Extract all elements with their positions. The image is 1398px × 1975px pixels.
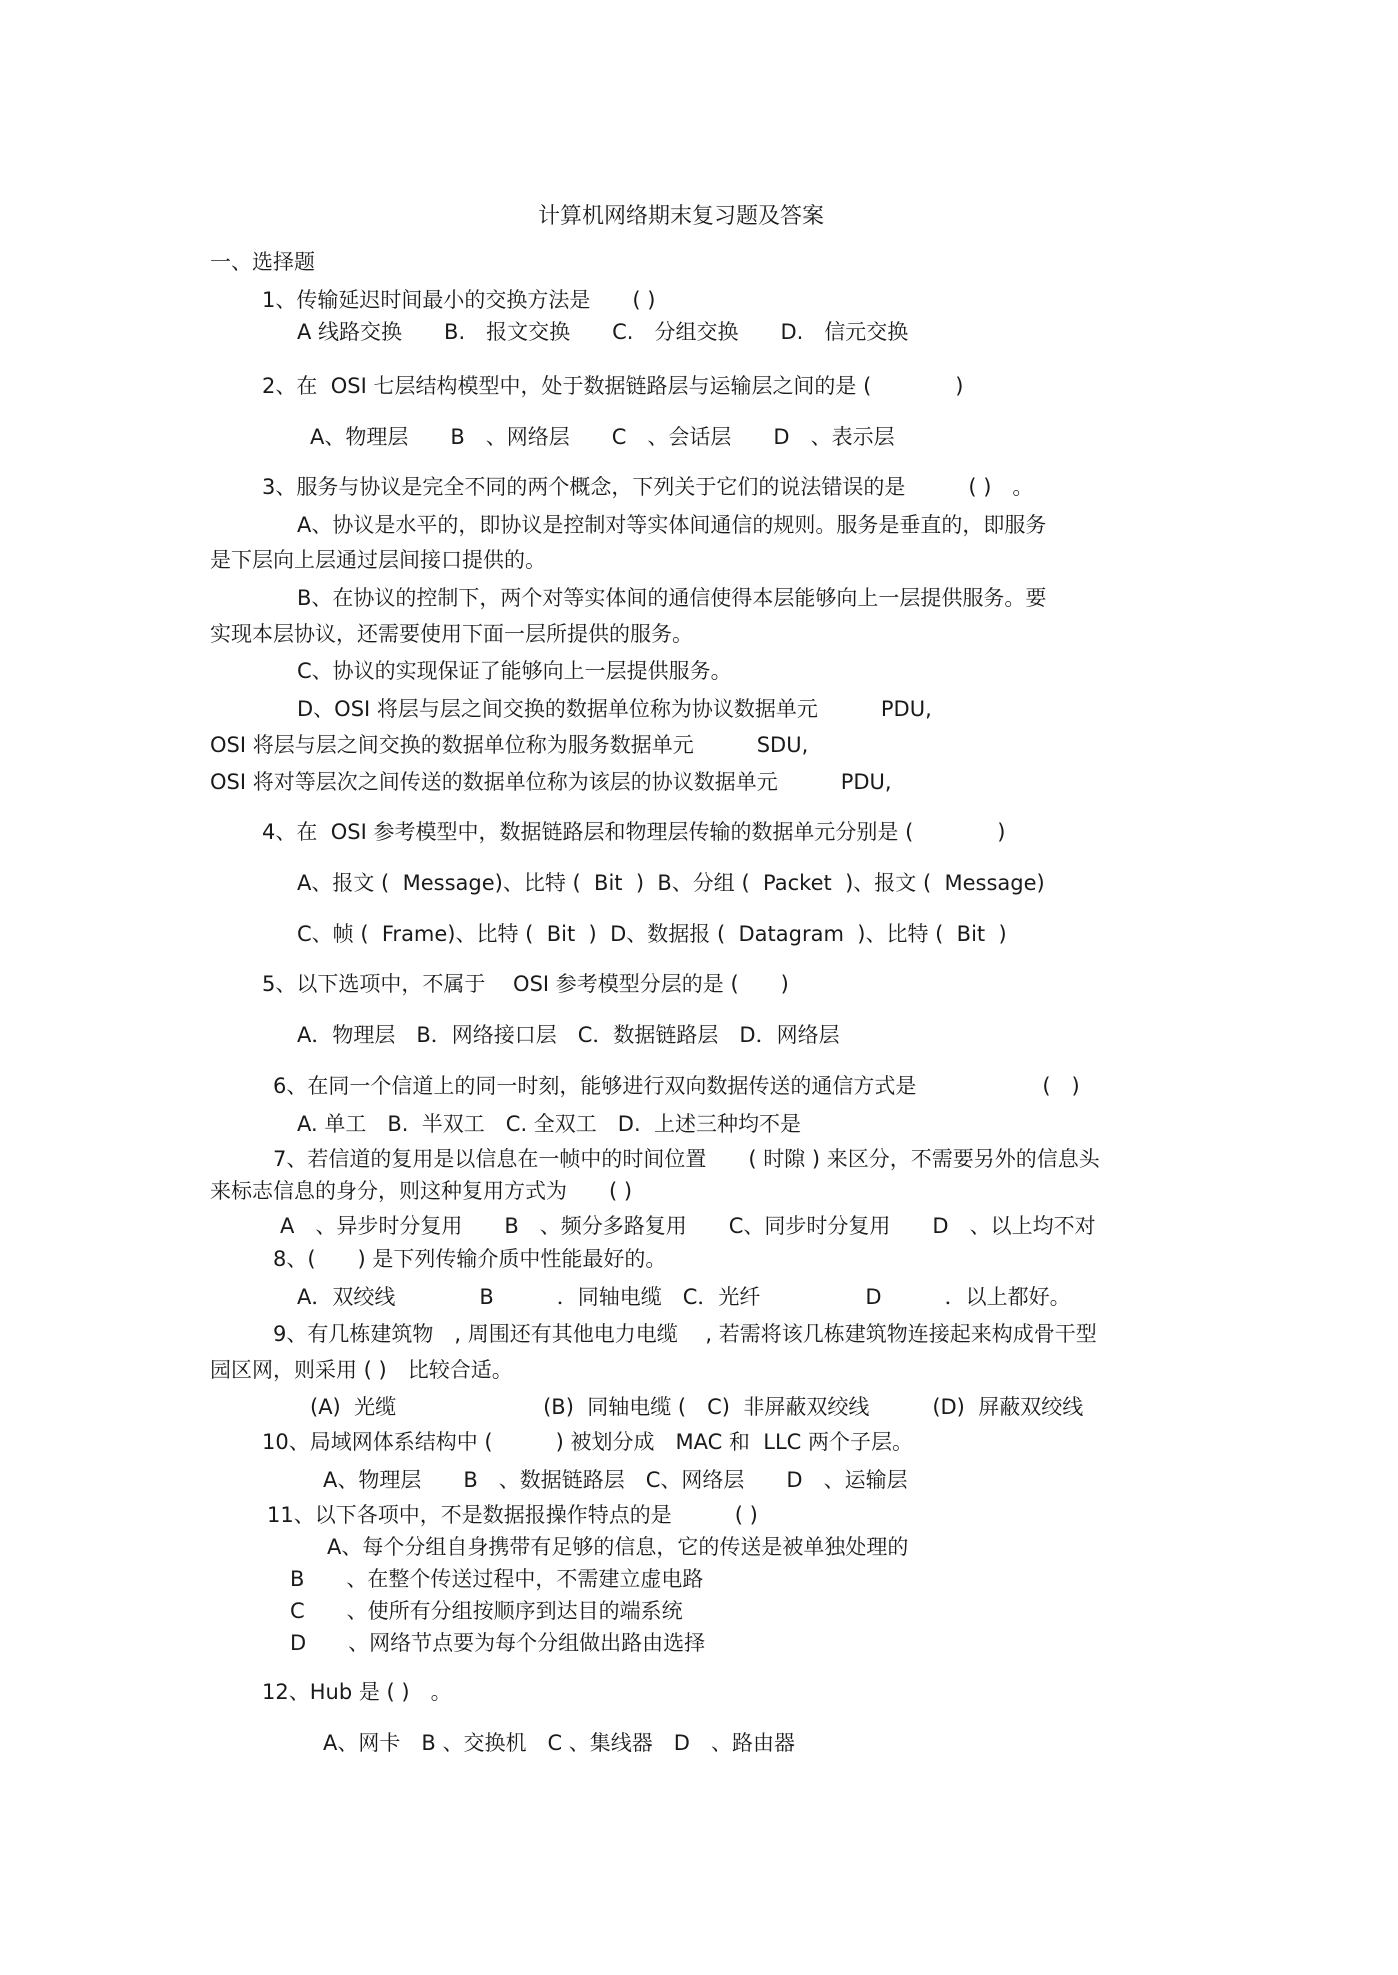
question-1-options: A 线路交换 B. 报文交换 C. 分组交换 D. 信元交换	[297, 320, 909, 344]
question-11-option-d: D 、网络节点要为每个分组做出路由选择	[290, 1631, 706, 1655]
question-7-stem-line-1: 7、若信道的复用是以信息在一帧中的时间位置 ( 时隙 ) 来区分，不需要另外的信息头	[273, 1147, 1100, 1171]
question-11-option-c: C 、使所有分组按顺序到达目的端系统	[290, 1599, 683, 1623]
question-4-options-cd: C、帧 ( Frame)、比特 ( Bit ) D、数据报 ( Datagram )、比特 ( Bit )	[297, 922, 1007, 946]
question-7-stem-line-2: 来标志信息的身分，则这种复用方式为 ( )	[210, 1179, 633, 1203]
question-3-option-a-line-2: 是下层向上层通过层间接口提供的。	[210, 548, 546, 572]
question-3-option-d-line-2: OSI 将层与层之间交换的数据单位称为服务数据单元 SDU,	[210, 733, 809, 757]
question-8-stem: 8、( ) 是下列传输介质中性能最好的。	[273, 1247, 667, 1271]
question-7-options: A 、异步时分复用 B 、频分多路复用 C、同步时分复用 D 、以上均不对	[280, 1214, 1096, 1238]
question-10-stem: 10、局域网体系结构中 ( ) 被划分成 MAC 和 LLC 两个子层。	[262, 1430, 913, 1454]
question-3-option-a-line-1: A、协议是水平的，即协议是控制对等实体间通信的规则。服务是垂直的，即服务	[297, 513, 1047, 537]
question-10-options: A、物理层 B 、数据链路层 C、网络层 D 、运输层	[323, 1468, 908, 1492]
question-3-option-d-line-3: OSI 将对等层次之间传送的数据单位称为该层的协议数据单元 PDU,	[210, 770, 892, 794]
question-3-option-d-line-1: D、OSI 将层与层之间交换的数据单位称为协议数据单元 PDU,	[297, 697, 932, 721]
question-8-options: A．双绞线 B ．同轴电缆 C．光纤 D ．以上都好。	[297, 1285, 1071, 1309]
question-12-options: A、网卡 B 、交换机 C 、集线器 D 、路由器	[323, 1731, 795, 1755]
question-4-options-ab: A、报文 ( Message)、比特 ( Bit ) B、分组 ( Packet )、报文 ( Message)	[297, 871, 1045, 895]
question-3-option-c: C、协议的实现保证了能够向上一层提供服务。	[297, 659, 732, 683]
question-5-options: A．物理层 B．网络接口层 C．数据链路层 D．网络层	[297, 1023, 840, 1047]
question-12-stem: 12、Hub 是 ( ) 。	[262, 1680, 452, 1704]
question-9-stem-line-2: 园区网，则采用 ( ) 比较合适。	[210, 1358, 513, 1382]
question-11-option-a: A、每个分组自身携带有足够的信息，它的传送是被单独处理的	[327, 1535, 909, 1559]
question-3-option-b-line-2: 实现本层协议，还需要使用下面一层所提供的服务。	[210, 622, 693, 646]
question-3-option-b-line-1: B、在协议的控制下，两个对等实体间的通信使得本层能够向上一层提供服务。要	[297, 586, 1047, 610]
question-11-option-b: B 、在整个传送过程中，不需建立虚电路	[290, 1567, 704, 1591]
document-title: 计算机网络期末复习题及答案	[538, 204, 825, 229]
question-3-stem: 3、服务与协议是完全不同的两个概念，下列关于它们的说法错误的是 ( ) 。	[262, 475, 1034, 499]
question-9-options: (A) 光缆 (B) 同轴电缆 ( C) 非屏蔽双绞线 (D) 屏蔽双绞线	[310, 1395, 1084, 1419]
question-2-options: A、物理层 B 、网络层 C 、会话层 D 、表示层	[310, 425, 895, 449]
question-9-stem-line-1: 9、有几栋建筑物 , 周围还有其他电力电缆 , 若需将该几栋建筑物连接起来构成骨干型	[273, 1322, 1097, 1346]
question-4-stem: 4、在 OSI 参考模型中，数据链路层和物理层传输的数据单元分别是 ( )	[262, 820, 1006, 844]
question-1-stem: 1、传输延迟时间最小的交换方法是 ( )	[262, 288, 656, 312]
question-6-stem: 6、在同一个信道上的同一时刻，能够进行双向数据传送的通信方式是 ( )	[273, 1074, 1080, 1098]
section-heading: 一、选择题	[210, 250, 315, 274]
question-6-options: A. 单工 B. 半双工 C. 全双工 D. 上述三种均不是	[297, 1112, 801, 1136]
question-2-stem: 2、在 OSI 七层结构模型中，处于数据链路层与运输层之间的是 ( )	[262, 374, 964, 398]
question-11-stem: 11、以下各项中，不是数据报操作特点的是 ( )	[267, 1503, 758, 1527]
question-5-stem: 5、以下选项中，不属于 OSI 参考模型分层的是 ( )	[262, 972, 789, 996]
